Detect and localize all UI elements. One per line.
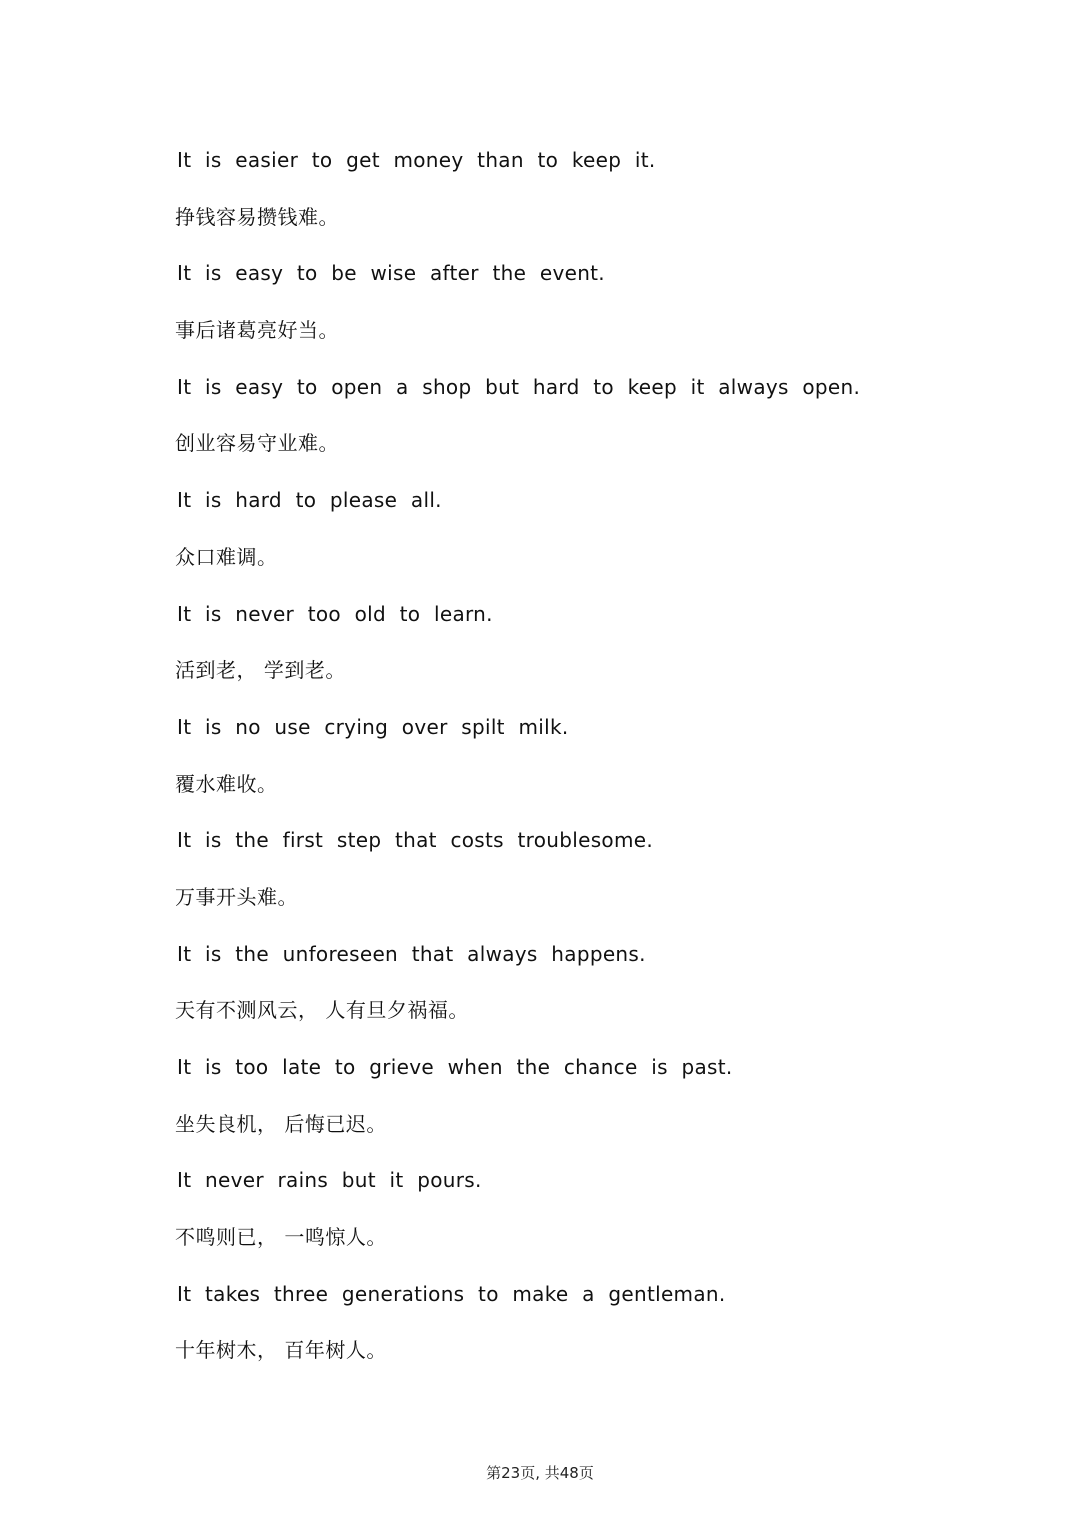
- proverb-english: It is easier to get money than to keep it.: [177, 148, 656, 172]
- proverb-english: It never rains but it pours.: [177, 1168, 482, 1193]
- proverb-chinese: 活到老， 学到老。: [175, 658, 346, 683]
- proverb-chinese: 天有不测风云， 人有旦夕祸福。: [175, 998, 469, 1023]
- proverb-chinese: 不鸣则已， 一鸣惊人。: [175, 1225, 387, 1250]
- proverb-english: It is the first step that costs troublesome.: [177, 828, 654, 853]
- proverb-english: It takes three generations to make a gentleman.: [177, 1281, 726, 1306]
- proverb-english: It is hard to please all.: [177, 488, 442, 513]
- proverb-english: It is no use crying over spilt milk.: [177, 714, 569, 739]
- proverb-chinese: 十年树木， 百年树人。: [175, 1338, 387, 1363]
- proverb-english: It is too late to grieve when the chance is past.: [177, 1055, 733, 1079]
- proverb-chinese: 坐失良机， 后悔已迟。: [175, 1111, 387, 1136]
- proverb-chinese: 挣钱容易攒钱难。: [175, 204, 339, 229]
- proverb-chinese: 创业容易守业难。: [175, 431, 339, 456]
- proverb-english: It is the unforeseen that always happens.: [177, 941, 646, 966]
- proverb-english: It is never too old to learn.: [177, 601, 493, 626]
- proverb-english: It is easy to open a shop but hard to keep it always open.: [177, 374, 861, 399]
- proverb-english: It is easy to be wise after the event.: [177, 261, 605, 286]
- proverb-chinese: 众口难调。: [175, 544, 278, 569]
- proverb-chinese: 事后诸葛亮好当。: [175, 318, 339, 343]
- proverb-list: [175, 140, 935, 1387]
- proverb-chinese: 万事开头难。: [175, 884, 298, 909]
- page-number-footer: 第23页, 共48页: [486, 1464, 594, 1482]
- proverb-chinese: 覆水难收。: [175, 771, 278, 796]
